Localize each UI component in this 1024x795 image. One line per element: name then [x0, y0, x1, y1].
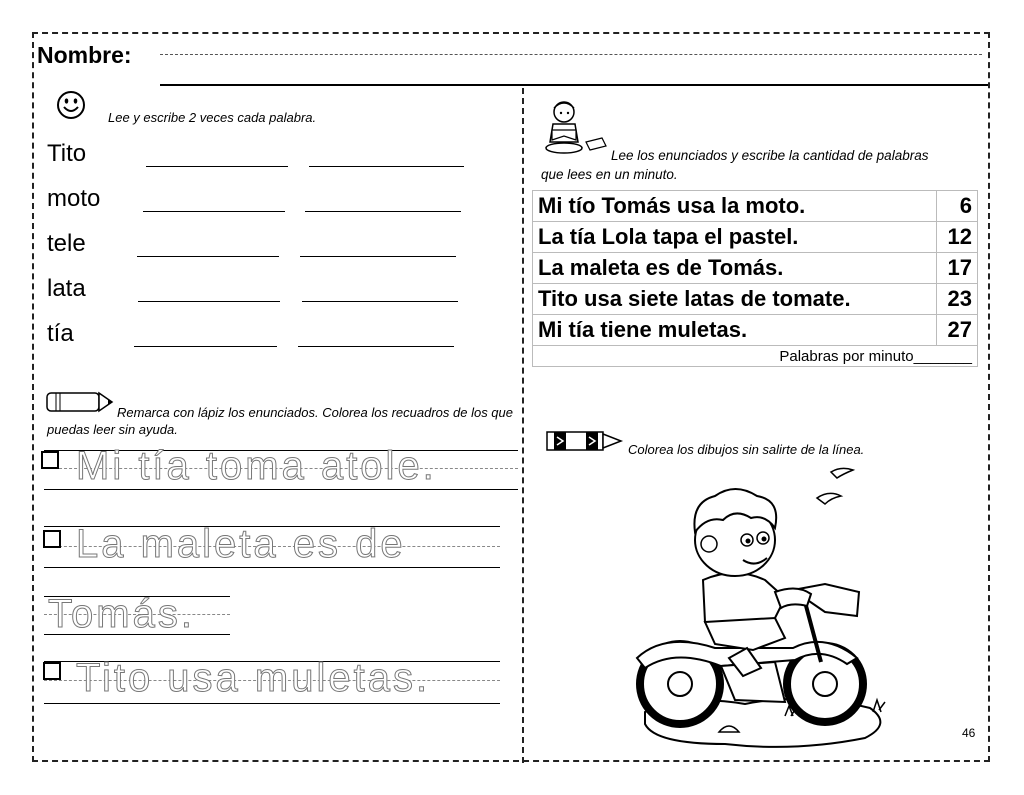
write-line[interactable] — [300, 256, 456, 257]
instruction-color: Colorea los dibujos sin salirte de la línea. — [628, 442, 865, 457]
trace-sentence[interactable]: Tomás. — [48, 592, 195, 636]
instruction-copy-words: Lee y escribe 2 veces cada palabra. — [108, 110, 317, 125]
sentence-text: Tito usa siete latas de tomate. — [533, 284, 937, 315]
write-line[interactable] — [305, 211, 461, 212]
table-row — [533, 191, 978, 222]
sentence-text: Mi tío Tomás usa la moto. — [533, 191, 937, 222]
word-count: 27 — [937, 315, 978, 346]
guide-line-base — [44, 489, 518, 490]
write-line[interactable] — [143, 211, 285, 212]
word-lata: lata — [47, 275, 86, 302]
word-count: 23 — [937, 284, 978, 315]
write-line[interactable] — [138, 301, 280, 302]
table-row — [533, 222, 978, 253]
read-checkbox[interactable] — [43, 662, 61, 680]
wpm-row — [533, 346, 978, 367]
smiley-icon — [56, 90, 86, 120]
word-tito: Tito — [47, 140, 87, 167]
table-row — [533, 284, 978, 315]
write-line[interactable] — [134, 346, 277, 347]
word-count: 6 — [937, 191, 978, 222]
name-line-dashed — [160, 54, 982, 55]
sentence-text: Mi tía tiene muletas. — [533, 315, 937, 346]
write-line[interactable] — [309, 166, 464, 167]
read-checkbox[interactable] — [41, 451, 59, 469]
table-row — [533, 253, 978, 284]
sentence-text: La tía Lola tapa el pastel. — [533, 222, 937, 253]
sentences-table — [532, 190, 978, 367]
word-moto: moto — [47, 185, 101, 212]
trace-sentence[interactable]: Mi tía toma atole. — [76, 444, 437, 488]
wpm-label[interactable]: Palabras por minuto_______ — [533, 346, 978, 367]
crayon-icon — [546, 428, 626, 454]
trace-sentence[interactable]: Tito usa muletas. — [76, 656, 431, 700]
word-tia: tía — [47, 320, 74, 347]
read-checkbox[interactable] — [43, 530, 61, 548]
write-line[interactable] — [298, 346, 454, 347]
write-line[interactable] — [137, 256, 279, 257]
column-divider — [522, 88, 524, 763]
word-count: 12 — [937, 222, 978, 253]
sentence-text: La maleta es de Tomás. — [533, 253, 937, 284]
word-tele: tele — [47, 230, 86, 257]
guide-line-base — [44, 703, 500, 704]
guide-line-base — [44, 567, 500, 568]
page-number: 46 — [962, 726, 976, 740]
instruction-trace: Remarca con lápiz los enunciados. Colorea los recuadros de los que puedas leer sin ayuda. — [47, 405, 513, 437]
write-line[interactable] — [302, 301, 458, 302]
name-label: Nombre: — [37, 42, 132, 68]
name-field[interactable] — [160, 84, 988, 86]
boy-motorcycle-drawing[interactable] — [625, 462, 915, 752]
write-line[interactable] — [146, 166, 288, 167]
word-count: 17 — [937, 253, 978, 284]
instruction-read-sentences: Lee los enunciados y escribe la cantidad de palabras que lees en un minuto. — [541, 148, 929, 182]
trace-sentence[interactable]: La maleta es de — [76, 522, 406, 566]
table-row — [533, 315, 978, 346]
